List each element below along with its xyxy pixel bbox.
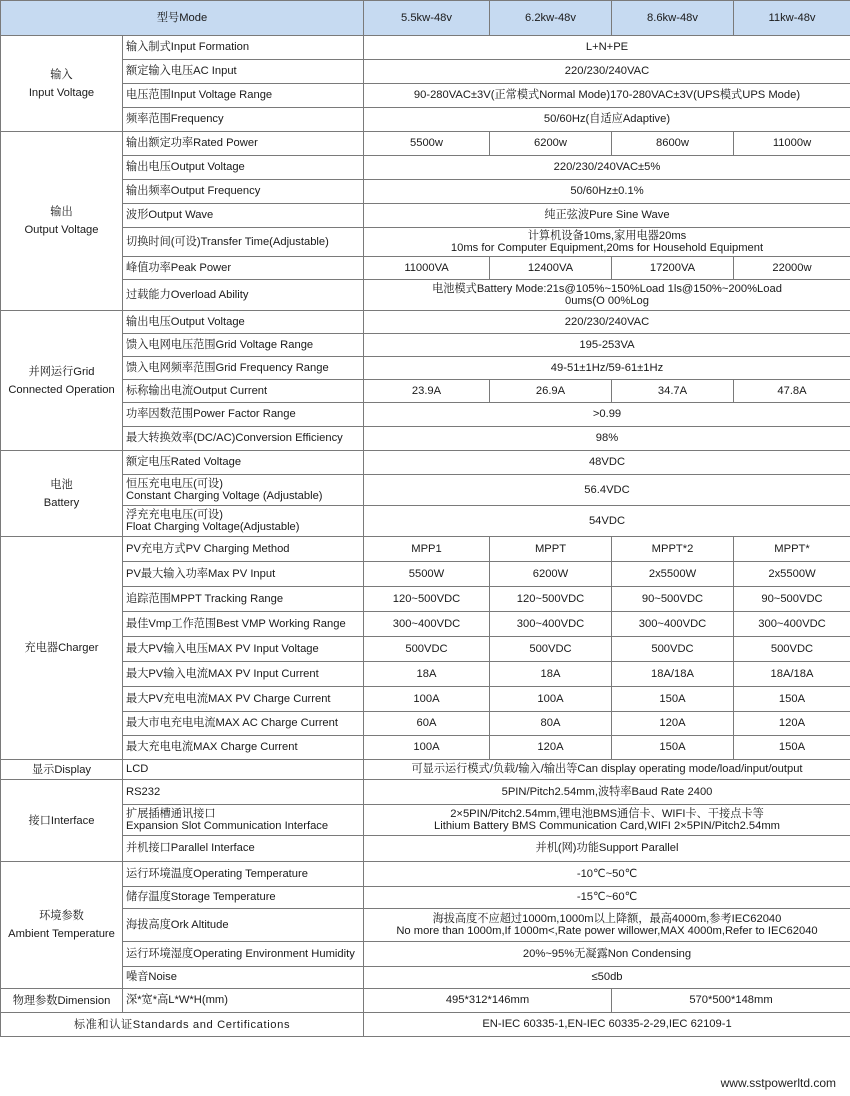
table-row [1, 280, 850, 311]
row-label: 最大PV输入电压MAX PV Input Voltage [123, 637, 364, 662]
table-row [1, 132, 850, 156]
row-label: 频率范围Frequency [123, 108, 364, 132]
row-value: 80A [490, 712, 612, 736]
category-title: 充电器Charger [24, 642, 99, 654]
row-value: 120A [734, 712, 850, 736]
row-value: 90-280VAC±3V(正常模式Normal Mode)170-280VAC±3V(UPS模式UPS Mode) [364, 84, 850, 108]
label-line: Expansion Slot Communication Interface [126, 820, 329, 832]
row-label: 输入制式Input Formation [123, 36, 364, 60]
table-row [1, 60, 850, 84]
row-label: 海拔高度Ork Altitude [123, 909, 364, 942]
row-label: 运行环境温度Operating Temperature [123, 862, 364, 887]
row-value: 22000w [734, 257, 850, 280]
row-label: 波形Output Wave [123, 204, 364, 228]
table-row [1, 1013, 850, 1037]
row-label: PV最大输入功率Max PV Input [123, 562, 364, 587]
row-value: 220/230/240VAC±5% [364, 156, 850, 180]
row-value [364, 805, 850, 836]
row-value: MPPT* [734, 537, 850, 562]
row-value: 150A [734, 736, 850, 760]
table-row [1, 357, 850, 380]
row-value: 500VDC [490, 637, 612, 662]
value-line: 计算机设备10ms,家用电器20ms [527, 230, 687, 242]
model-col-2: 6.2kw-48v [490, 1, 612, 36]
category-title-en: Battery [43, 496, 80, 509]
table-row [1, 311, 850, 334]
row-value: 100A [364, 736, 490, 760]
table-row [1, 451, 850, 475]
label-line: Float Charging Voltage(Adjustable) [126, 521, 300, 533]
row-value: 120A [490, 736, 612, 760]
row-value: 56.4VDC [364, 475, 850, 506]
row-value: 500VDC [612, 637, 734, 662]
row-value: 23.9A [364, 380, 490, 403]
row-value [364, 280, 850, 311]
row-value [364, 909, 850, 942]
value-line: 10ms for Computer Equipment,20ms for Household Equipment [450, 242, 764, 254]
row-label: 储存温度Storage Temperature [123, 887, 364, 909]
row-label: 最大市电充电电流MAX AC Charge Current [123, 712, 364, 736]
row-value: 47.8A [734, 380, 850, 403]
label-line: 恒压充电电压(可设) [126, 478, 223, 490]
table-row [1, 989, 850, 1013]
row-value: EN-IEC 60335-1,EN-IEC 60335-2-29,IEC 62109-1 [364, 1013, 850, 1037]
row-value: 220/230/240VAC [364, 60, 850, 84]
category-title-en: Connected Operation [8, 383, 115, 396]
row-label: 最大PV充电电流MAX PV Charge Current [123, 687, 364, 712]
row-label: 过载能力Overload Ability [123, 280, 364, 311]
row-value: 150A [612, 736, 734, 760]
label-line: 扩展插槽通讯接口 [126, 808, 216, 820]
model-col-3: 8.6kw-48v [612, 1, 734, 36]
table-row [1, 228, 850, 257]
category-title-cn: 并网运行Grid [28, 365, 95, 378]
row-label [123, 805, 364, 836]
row-value: 并机(网)功能Support Parallel [364, 836, 850, 862]
table-row [1, 942, 850, 967]
display-category: 显示Display [1, 760, 123, 780]
table-row [1, 156, 850, 180]
row-label: 馈入电网电压范围Grid Voltage Range [123, 334, 364, 357]
website-link[interactable]: www.sstpowerltd.com [720, 1076, 836, 1090]
row-value: 18A [364, 662, 490, 687]
row-label [123, 475, 364, 506]
value-line: 0ums(O 00%Log [565, 295, 649, 307]
row-value: ≤50db [364, 967, 850, 989]
table-row [1, 562, 850, 587]
category-title-cn: 输出 [50, 206, 73, 218]
row-value: 500VDC [364, 637, 490, 662]
row-value: 90~500VDC [612, 587, 734, 612]
row-value: 300~400VDC [364, 612, 490, 637]
row-label: 功率因数范围Power Factor Range [123, 403, 364, 427]
row-value: 2x5500W [612, 562, 734, 587]
row-value: 6200w [490, 132, 612, 156]
row-value: 纯正弦波Pure Sine Wave [364, 204, 850, 228]
table-row [1, 662, 850, 687]
model-col-4: 11kw-48v [734, 1, 850, 36]
table-row [1, 475, 850, 506]
row-value: 20%~95%无凝露Non Condensing [364, 942, 850, 967]
row-value: 2x5500W [734, 562, 850, 587]
table-row [1, 506, 850, 537]
row-value: 18A/18A [734, 662, 850, 687]
value-line: 海拔高度不应超过1000m,1000m以上降额，最高4000m,参考IEC62040 [432, 913, 782, 925]
category-title-en: Output Voltage [24, 224, 99, 236]
table-row [1, 736, 850, 760]
ambient-category [1, 862, 123, 989]
row-label: 额定输入电压AC Input [123, 60, 364, 84]
row-value: 48VDC [364, 451, 850, 475]
row-value: 34.7A [612, 380, 734, 403]
table-row [1, 334, 850, 357]
row-value: 300~400VDC [490, 612, 612, 637]
row-label: 运行环境湿度Operating Environment Humidity [123, 942, 364, 967]
category-title-cn: 电池 [50, 478, 73, 491]
row-value: 570*500*148mm [612, 989, 850, 1013]
table-row [1, 36, 850, 60]
row-label: 电压范围Input Voltage Range [123, 84, 364, 108]
row-label: RS232 [123, 780, 364, 805]
row-label: 噪音Noise [123, 967, 364, 989]
interface-category: 接口Interface [1, 780, 123, 862]
row-value: 60A [364, 712, 490, 736]
row-value: 195-253VA [364, 334, 850, 357]
row-value: 150A [612, 687, 734, 712]
row-label: 深*宽*高L*W*H(mm) [123, 989, 364, 1013]
table-row [1, 805, 850, 836]
row-value: 100A [364, 687, 490, 712]
model-header: 型号Mode [1, 1, 364, 36]
row-value: -15℃~60℃ [364, 887, 850, 909]
table-row [1, 967, 850, 989]
table-row [1, 403, 850, 427]
table-row [1, 537, 850, 562]
row-label: 输出电压Output Voltage [123, 311, 364, 334]
table-row [1, 380, 850, 403]
row-label: 额定电压Rated Voltage [123, 451, 364, 475]
row-value: 6200W [490, 562, 612, 587]
label-line: Constant Charging Voltage (Adjustable) [126, 490, 323, 502]
row-value: 50/60Hz(自适应Adaptive) [364, 108, 850, 132]
row-value: 5500W [364, 562, 490, 587]
row-value: >0.99 [364, 403, 850, 427]
row-value: 300~400VDC [734, 612, 850, 637]
output-category [1, 132, 123, 311]
category-title-cn: 输入 [50, 68, 73, 81]
row-value: 98% [364, 427, 850, 451]
row-value: MPPT [490, 537, 612, 562]
row-label: 最大转换效率(DC/AC)Conversion Efficiency [123, 427, 364, 451]
row-label: 并机接口Parallel Interface [123, 836, 364, 862]
row-value: 18A/18A [612, 662, 734, 687]
row-label: 输出额定功率Rated Power [123, 132, 364, 156]
row-value: 120~500VDC [490, 587, 612, 612]
row-label: 切换时间(可设)Transfer Time(Adjustable) [123, 228, 364, 257]
table-row [1, 108, 850, 132]
table-row [1, 780, 850, 805]
input-category [1, 36, 123, 132]
row-value: 495*312*146mm [364, 989, 612, 1013]
value-line: Lithium Battery BMS Communication Card,WIFI 2×5PIN/Pitch2.54mm [434, 820, 780, 832]
table-row [1, 257, 850, 280]
category-title-cn: 环境参数 [39, 910, 84, 922]
row-value: 可显示运行模式/负载/输入/输出等Can display operating mode/load/input/output [364, 760, 850, 780]
table-row [1, 427, 850, 451]
table-row [1, 887, 850, 909]
table-row [1, 836, 850, 862]
row-value: 120~500VDC [364, 587, 490, 612]
table-row [1, 204, 850, 228]
row-value: 90~500VDC [734, 587, 850, 612]
row-label: 标称输出电流Output Current [123, 380, 364, 403]
row-value: 220/230/240VAC [364, 311, 850, 334]
row-value: 26.9A [490, 380, 612, 403]
table-row [1, 84, 850, 108]
row-label: 追踪范围MPPT Tracking Range [123, 587, 364, 612]
row-value: 54VDC [364, 506, 850, 537]
grid-category [1, 311, 123, 451]
category-title-en: Input Voltage [28, 86, 95, 99]
row-value: 12400VA [490, 257, 612, 280]
category-title-en: Ambient Temperature [8, 928, 115, 940]
row-label: 最大充电电流MAX Charge Current [123, 736, 364, 760]
row-value: 150A [734, 687, 850, 712]
label-line: 浮充充电电压(可设) [126, 509, 223, 521]
row-value: 18A [490, 662, 612, 687]
row-value: 50/60Hz±0.1% [364, 180, 850, 204]
row-value: 8600w [612, 132, 734, 156]
row-value: L+N+PE [364, 36, 850, 60]
row-value: 500VDC [734, 637, 850, 662]
charger-category [1, 537, 123, 760]
row-value: 11000w [734, 132, 850, 156]
row-value: -10℃~50℃ [364, 862, 850, 887]
standards-label: 标准和认证Standards and Certifications [1, 1013, 364, 1037]
table-row [1, 862, 850, 887]
row-value: 120A [612, 712, 734, 736]
row-value: MPPT*2 [612, 537, 734, 562]
value-line: 2×5PIN/Pitch2.54mm,锂电池BMS通信卡、WIFI卡、干接点卡等 [450, 808, 764, 820]
row-value: MPP1 [364, 537, 490, 562]
row-label: 馈入电网频率范围Grid Frequency Range [123, 357, 364, 380]
row-label: 输出电压Output Voltage [123, 156, 364, 180]
battery-category [1, 451, 123, 537]
row-label: 输出频率Output Frequency [123, 180, 364, 204]
row-label: LCD [123, 760, 364, 780]
dimension-category: 物理参数Dimension [1, 989, 123, 1013]
table-row [1, 712, 850, 736]
table-row [1, 587, 850, 612]
row-value: 49-51±1Hz/59-61±1Hz [364, 357, 850, 380]
table-row [1, 760, 850, 780]
table-row [1, 637, 850, 662]
row-value: 17200VA [612, 257, 734, 280]
row-value: 100A [490, 687, 612, 712]
header-row [1, 1, 850, 36]
row-label: 峰值功率Peak Power [123, 257, 364, 280]
table-row [1, 180, 850, 204]
row-value [364, 228, 850, 257]
row-value: 11000VA [364, 257, 490, 280]
value-line: 电池模式Battery Mode:21s@105%~150%Load 1ls@150%~200%Load [432, 283, 782, 295]
table-row [1, 687, 850, 712]
model-col-1: 5.5kw-48v [364, 1, 490, 36]
row-label: 最佳Vmp工作范围Best VMP Working Range [123, 612, 364, 637]
row-value: 5PIN/Pitch2.54mm,波特率Baud Rate 2400 [364, 780, 850, 805]
value-line: No more than 1000m,If 1000m<,Rate power willower,MAX 4000m,Refer to IEC62040 [396, 925, 818, 937]
row-value: 300~400VDC [612, 612, 734, 637]
table-row [1, 909, 850, 942]
row-value: 5500w [364, 132, 490, 156]
row-label: PV充电方式PV Charging Method [123, 537, 364, 562]
row-label [123, 506, 364, 537]
table-row [1, 612, 850, 637]
row-label: 最大PV输入电流MAX PV Input Current [123, 662, 364, 687]
